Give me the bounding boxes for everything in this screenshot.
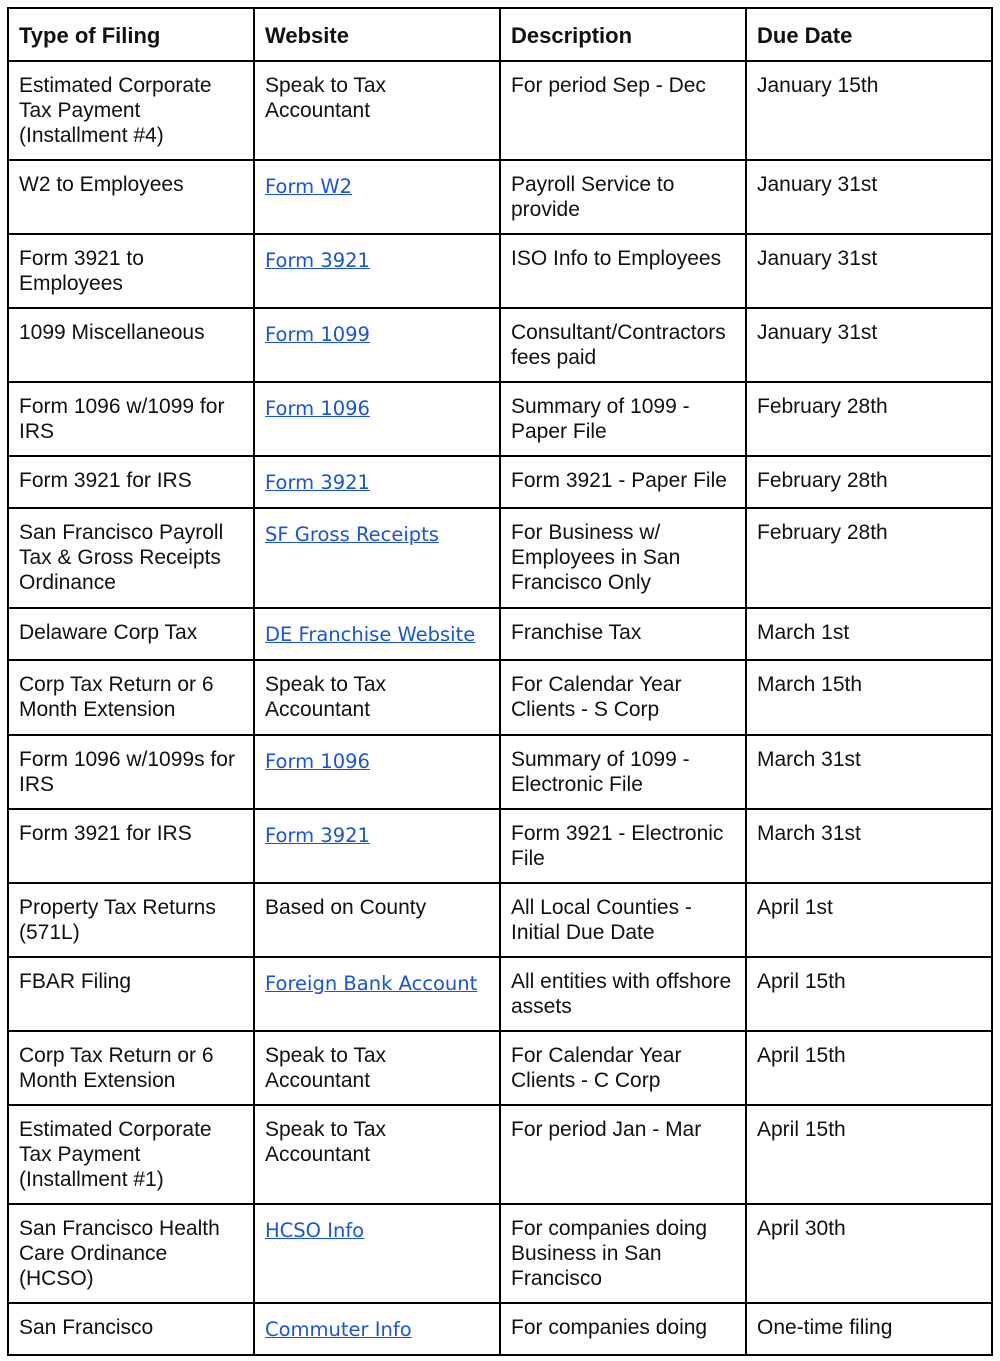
table-row [8,1303,992,1355]
website-cell: Speak to Tax Accountant [254,1031,500,1105]
filing-type-cell: Property Tax Returns (571L) [8,883,254,957]
due-date-cell: January 31st [746,160,992,234]
due-date-cell: February 28th [746,382,992,456]
filing-type-cell: Delaware Corp Tax [8,608,254,660]
table-row [8,234,992,308]
table-row [8,61,992,160]
table-row [8,660,992,735]
website-link[interactable]: SF Gross Receipts [265,523,439,546]
website-cell[interactable] [254,957,500,1031]
description-cell: Summary of 1099 - Electronic File [500,735,746,809]
filing-type-cell: Form 3921 to Employees [8,234,254,308]
filing-type-cell: W2 to Employees [8,160,254,234]
table-row [8,1204,992,1303]
description-cell: Payroll Service to provide [500,160,746,234]
description-cell: For Calendar Year Clients - S Corp [500,660,746,735]
table-row [8,1105,992,1204]
website-cell[interactable] [254,735,500,809]
description-cell: For companies doing Business in San Francisco [500,1204,746,1303]
website-link[interactable]: Form 3921 [265,471,370,494]
header-due-date: Due Date [746,8,992,61]
description-cell: For period Jan - Mar [500,1105,746,1204]
website-link[interactable]: Form 1099 [265,323,370,346]
filing-type-cell: FBAR Filing [8,957,254,1031]
website-link[interactable]: Form 1096 [265,397,370,420]
website-cell: Speak to Tax Accountant [254,1105,500,1204]
filing-type-cell: Estimated Corporate Tax Payment (Installment #1) [8,1105,254,1204]
filing-type-cell: 1099 Miscellaneous [8,308,254,382]
website-link[interactable]: Commuter Info [265,1318,412,1341]
due-date-cell: March 31st [746,735,992,809]
website-link[interactable]: Foreign Bank Account [265,972,478,995]
filing-type-cell: San Francisco Payroll Tax & Gross Receipts Ordinance [8,508,254,608]
due-date-cell: March 31st [746,809,992,883]
website-cell[interactable] [254,308,500,382]
description-cell: For period Sep - Dec [500,61,746,160]
filing-type-cell: Form 3921 for IRS [8,456,254,508]
table-row [8,735,992,809]
description-cell: All Local Counties - Initial Due Date [500,883,746,957]
header-row [8,8,992,61]
description-cell: Form 3921 - Paper File [500,456,746,508]
description-cell: Consultant/Contractors fees paid [500,308,746,382]
due-date-cell: January 31st [746,234,992,308]
table-row [8,1031,992,1105]
website-cell: Speak to Tax Accountant [254,61,500,160]
filing-type-cell: San Francisco [8,1303,254,1355]
filing-type-cell: San Francisco Health Care Ordinance (HCSO) [8,1204,254,1303]
filing-type-cell: Corp Tax Return or 6 Month Extension [8,1031,254,1105]
website-link[interactable]: Form W2 [265,175,353,198]
description-cell: For companies doing [500,1303,746,1355]
website-cell[interactable] [254,508,500,608]
header-type-of-filing: Type of Filing [8,8,254,61]
due-date-cell: January 15th [746,61,992,160]
description-cell: For Business w/ Employees in San Francisco Only [500,508,746,608]
website-cell[interactable] [254,608,500,660]
filing-type-cell: Estimated Corporate Tax Payment (Installment #4) [8,61,254,160]
website-link[interactable]: Form 1096 [265,750,370,773]
website-link[interactable]: HCSO Info [265,1219,365,1242]
table-row [8,160,992,234]
filing-type-cell: Form 1096 w/1099s for IRS [8,735,254,809]
due-date-cell: April 15th [746,1031,992,1105]
filing-type-cell: Corp Tax Return or 6 Month Extension [8,660,254,735]
website-cell: Speak to Tax Accountant [254,660,500,735]
table-row [8,957,992,1031]
table-row [8,883,992,957]
website-cell[interactable] [254,382,500,456]
table-row [8,456,992,508]
description-cell: Form 3921 - Electronic File [500,809,746,883]
table-row [8,608,992,660]
table-row [8,382,992,456]
due-date-cell: April 15th [746,1105,992,1204]
description-cell: For Calendar Year Clients - C Corp [500,1031,746,1105]
due-date-cell: February 28th [746,508,992,608]
filing-type-cell: Form 1096 w/1099 for IRS [8,382,254,456]
description-cell: Summary of 1099 - Paper File [500,382,746,456]
table-row [8,508,992,608]
table-row [8,308,992,382]
website-link[interactable]: Form 3921 [265,249,370,272]
table-row [8,809,992,883]
description-cell: ISO Info to Employees [500,234,746,308]
website-cell[interactable] [254,809,500,883]
due-date-cell: February 28th [746,456,992,508]
header-description: Description [500,8,746,61]
due-date-cell: March 1st [746,608,992,660]
website-link[interactable]: Form 3921 [265,824,370,847]
due-date-cell: March 15th [746,660,992,735]
website-cell[interactable] [254,1204,500,1303]
website-cell[interactable] [254,234,500,308]
description-cell: Franchise Tax [500,608,746,660]
website-cell[interactable] [254,160,500,234]
website-cell[interactable] [254,1303,500,1355]
due-date-cell: April 1st [746,883,992,957]
website-link[interactable]: DE Franchise Website [265,623,476,646]
tax-filing-table [7,7,993,1356]
description-cell: All entities with offshore assets [500,957,746,1031]
due-date-cell: January 31st [746,308,992,382]
filing-type-cell: Form 3921 for IRS [8,809,254,883]
due-date-cell: April 30th [746,1204,992,1303]
due-date-cell: One-time filing [746,1303,992,1355]
website-cell[interactable] [254,456,500,508]
header-website: Website [254,8,500,61]
website-cell: Based on County [254,883,500,957]
due-date-cell: April 15th [746,957,992,1031]
